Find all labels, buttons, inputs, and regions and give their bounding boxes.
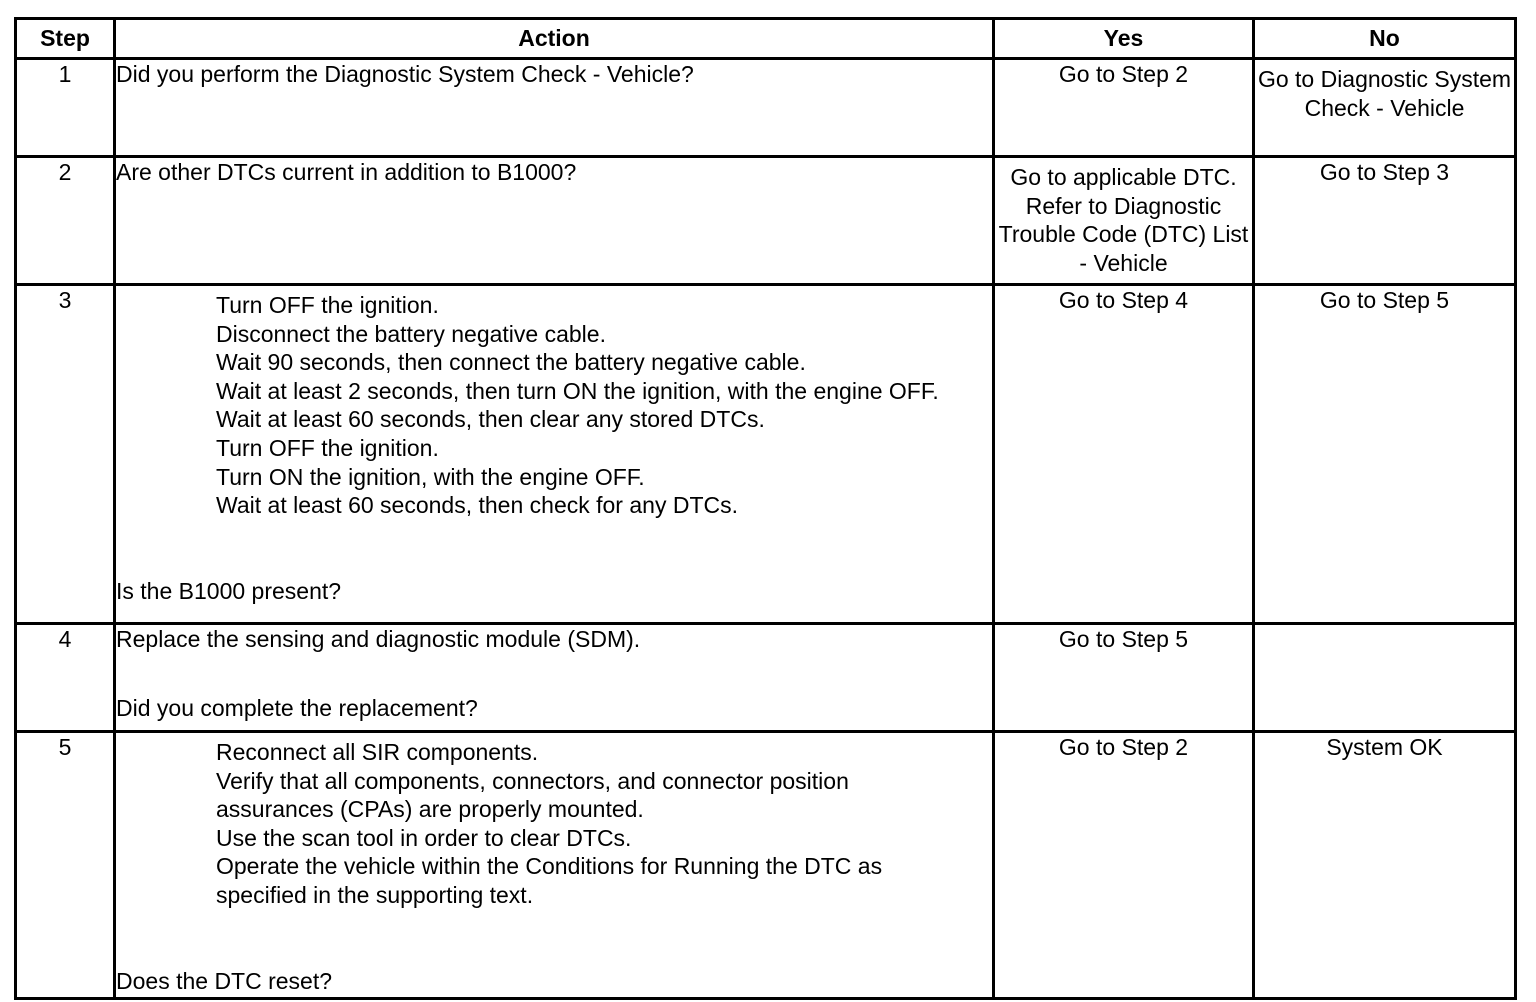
no-cell: Go to Step 3 (1254, 157, 1516, 285)
no-cell (1254, 624, 1516, 732)
step-number: 2 (16, 157, 115, 285)
no-cell: Go to Step 5 (1254, 285, 1516, 624)
action-text: Are other DTCs current in addition to B1000? (116, 159, 577, 185)
yes-cell: Go to Step 4 (994, 285, 1254, 624)
question-text: Does the DTC reset? (116, 967, 333, 994)
step-number: 5 (16, 732, 115, 999)
table-row (16, 285, 1516, 624)
substep-list (116, 291, 992, 520)
header-yes: Yes (994, 19, 1254, 59)
substep: Wait at least 2 seconds, then turn ON the ignition, with the engine OFF. (216, 377, 939, 404)
yes-cell: Go to Step 5 (994, 624, 1254, 732)
no-cell: Go to Diagnostic System Check - Vehicle (1254, 59, 1516, 157)
substep: Operate the vehicle within the Conditions for Running the DTC as specified in the supporting text. (216, 853, 883, 908)
table-row (16, 624, 1516, 732)
step-number: 1 (16, 59, 115, 157)
substep: Use the scan tool in order to clear DTCs. (216, 824, 632, 851)
no-cell: System OK (1254, 732, 1516, 999)
action-cell (115, 624, 994, 732)
action-text: Replace the sensing and diagnostic module (SDM). (116, 626, 641, 652)
step-number: 4 (16, 624, 115, 732)
table-row (16, 732, 1516, 999)
spacer (116, 654, 992, 694)
question-text: Is the B1000 present? (116, 577, 342, 604)
action-cell (115, 732, 994, 999)
table-row (16, 157, 1516, 285)
yes-cell: Go to applicable DTC. Refer to Diagnostic Trouble Code (DTC) List - Vehicle (994, 157, 1254, 285)
substep: Turn OFF the ignition. (216, 434, 439, 461)
diagnostic-table (14, 17, 1517, 1000)
yes-cell: Go to Step 2 (994, 59, 1254, 157)
action-text: Did you perform the Diagnostic System Check - Vehicle? (116, 61, 694, 87)
question-text: Did you complete the replacement? (116, 694, 478, 721)
substep: Disconnect the battery negative cable. (216, 320, 606, 347)
substep: Wait 90 seconds, then connect the battery negative cable. (216, 349, 806, 376)
action-cell (115, 59, 994, 157)
step-number: 3 (16, 285, 115, 624)
yes-cell: Go to Step 2 (994, 732, 1254, 999)
header-step: Step (16, 19, 115, 59)
substep: Wait at least 60 seconds, then clear any stored DTCs. (216, 406, 765, 433)
substep-list (116, 738, 992, 910)
substep: Verify that all components, connectors, and connector position assurances (CPAs) are properly mounted. (216, 767, 849, 823)
spacer (116, 520, 992, 577)
header-action: Action (115, 19, 994, 59)
action-cell (115, 285, 994, 624)
substep: Turn ON the ignition, with the engine OFF. (216, 463, 645, 490)
table-header-row (16, 19, 1516, 59)
substep: Wait at least 60 seconds, then check for any DTCs. (216, 492, 738, 519)
table-row (16, 59, 1516, 157)
action-cell (115, 157, 994, 285)
substep: Turn OFF the ignition. (216, 292, 439, 318)
substep: Reconnect all SIR components. (216, 739, 539, 765)
header-no: No (1254, 19, 1516, 59)
spacer (116, 910, 992, 967)
